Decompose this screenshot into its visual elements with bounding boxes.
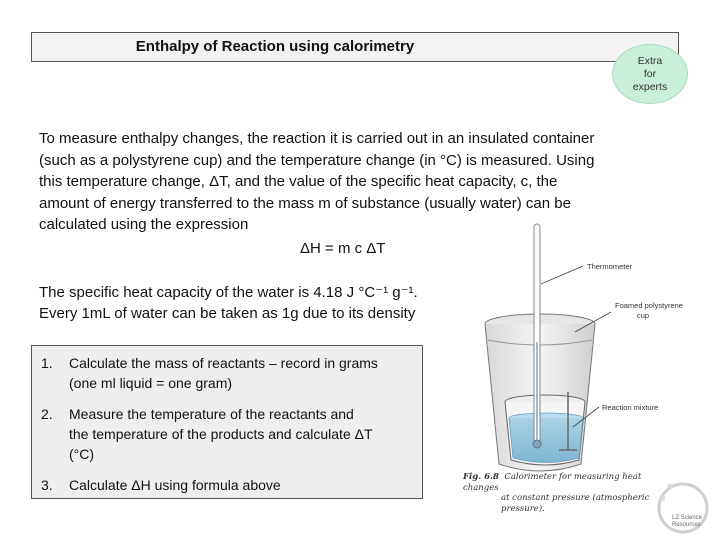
caption-line-3: pressure). bbox=[501, 503, 545, 514]
step-1 bbox=[41, 353, 411, 393]
intro-line-5: calculated using the expression bbox=[39, 216, 249, 233]
step-text: Calculate the mass of reactants – record in grams bbox=[69, 355, 378, 371]
figure-caption bbox=[463, 472, 663, 514]
step-text: Measure the temperature of the reactants and bbox=[69, 406, 354, 422]
reaction-mixture-liquid bbox=[509, 413, 583, 463]
badge-line-2: for bbox=[643, 67, 657, 80]
caption-line-2: at constant pressure (atmospheric bbox=[501, 493, 650, 503]
thermometer-label: Thermometer bbox=[587, 262, 633, 271]
badge-line-3: experts bbox=[632, 80, 668, 93]
step-number: 1. bbox=[41, 355, 53, 371]
thermometer bbox=[533, 224, 541, 448]
step-text: (°C) bbox=[69, 446, 95, 462]
intro-paragraph bbox=[39, 128, 679, 236]
heat-capacity-line-1: The specific heat capacity of the water is 4.18 J °C⁻¹ g⁻¹. bbox=[39, 284, 418, 301]
caption-figure-number: Fig. 6.8 bbox=[463, 472, 499, 482]
thermometer-leader-line bbox=[541, 266, 583, 284]
intro-line-2: (such as a polystyrene cup) and the temperature change (in °C) is measured. Using bbox=[39, 151, 595, 169]
step-number: 2. bbox=[41, 406, 53, 422]
publisher-logo-icon bbox=[650, 478, 712, 538]
cup-label-line-1: Foamed polystyrene bbox=[615, 301, 683, 310]
step-3 bbox=[41, 475, 411, 495]
page-title: Enthalpy of Reaction using calorimetry bbox=[135, 38, 415, 55]
step-2 bbox=[41, 404, 411, 464]
badge-line-1: Extra bbox=[637, 54, 663, 67]
steps-box bbox=[31, 345, 423, 499]
title-box bbox=[31, 32, 679, 62]
heat-capacity-paragraph bbox=[39, 282, 469, 324]
publisher-logo-text bbox=[672, 515, 716, 529]
heat-capacity-line-2: Every 1mL of water can be taken as 1g due to its density bbox=[39, 305, 416, 322]
logo-line-1: LZ Science bbox=[672, 515, 703, 521]
intro-line-4: amount of energy transferred to the mass m of substance (usually water) can be bbox=[39, 194, 571, 212]
caption-line-1: Calorimeter for measuring heat changes bbox=[463, 472, 642, 493]
logo-line-2: Resources bbox=[672, 522, 701, 528]
step-text: (one ml liquid = one gram) bbox=[69, 375, 233, 391]
step-text: the temperature of the products and calculate ΔT bbox=[69, 426, 373, 442]
step-text: Calculate ΔH using formula above bbox=[69, 477, 281, 493]
reaction-mixture-label: Reaction mixture bbox=[602, 403, 659, 412]
step-number: 3. bbox=[41, 477, 53, 493]
intro-line-1: To measure enthalpy changes, the reaction it is carried out in an insulated container bbox=[39, 130, 595, 147]
enthalpy-formula: ΔH = m c ΔT bbox=[300, 240, 386, 257]
intro-line-3: this temperature change, ΔT, and the value of the specific heat capacity, c, the bbox=[39, 173, 558, 190]
cup-label-line-2: cup bbox=[637, 311, 650, 320]
extra-for-experts-badge bbox=[612, 44, 688, 104]
